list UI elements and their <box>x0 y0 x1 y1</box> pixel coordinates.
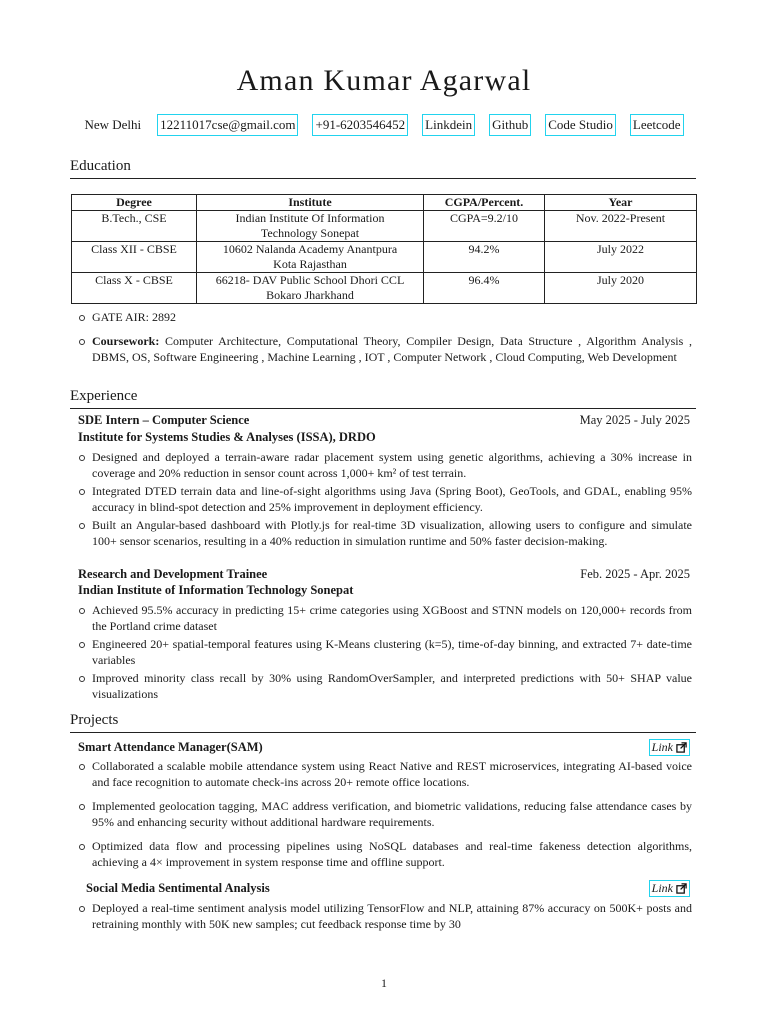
list-item: Deployed a real-time sentiment analysis model utilizing TensorFlow and NLP, attaining 87% accuracy on 500K+ posts and retraining monthly with 50K new samples; cut feedback response time by 30 <box>78 900 692 932</box>
year-cell: July 2022 <box>545 242 697 273</box>
linkedin-link[interactable]: Linkdein <box>422 114 475 136</box>
institute-line: 66218- DAV Public School Dhori CCL <box>215 273 405 287</box>
institute-line: Kota Rajasthan <box>273 257 347 271</box>
external-link-icon <box>676 883 687 894</box>
list-item: Built an Angular-based dashboard with Plotly.js for real-time 3D visualization, allowing users to configure and simulate 100+ sensor scenarios, resulting in a 40% reduction in simulation runtime and 50% faster decision-making. <box>78 517 692 549</box>
candidate-name: Aman Kumar Agarwal <box>236 64 532 97</box>
institute-line: Bokaro Jharkhand <box>266 288 354 302</box>
leetcode-link[interactable]: Leetcode <box>630 114 684 136</box>
experience-bullets <box>78 449 692 551</box>
coursework-label: Coursework: <box>92 334 160 348</box>
job-role: Research and Development Trainee <box>78 567 268 581</box>
location: New Delhi <box>84 117 142 132</box>
project-title: Smart Attendance Manager(SAM) <box>78 740 263 754</box>
institute-cell <box>197 242 424 273</box>
institute-line: 10602 Nalanda Academy Anantpura <box>222 242 398 256</box>
table-row <box>72 273 697 304</box>
institute-line: Indian Institute Of Information <box>235 211 385 225</box>
experience-heading: Experience <box>70 388 696 409</box>
degree-cell: B.Tech., CSE <box>72 211 197 242</box>
experience-bullets <box>78 602 692 704</box>
year-cell: July 2020 <box>545 273 697 304</box>
education-table <box>71 194 697 304</box>
external-link-icon <box>676 742 687 753</box>
project-link-label: Link <box>651 881 673 895</box>
institute-line: Technology Sonepat <box>260 226 360 240</box>
list-item: Integrated DTED terrain data and line-of-sight algorithms using Java (Spring Boot), GeoTools, and GDAL, enabling 95% accuracy in blind-spot detection and 25% improvement in deployment efficiency. <box>78 483 692 515</box>
list-item: Optimized data flow and processing pipelines using NoSQL databases and real-time fakeness detection algorithms, achieving a 4× improvement in system response time and offline support. <box>78 838 692 870</box>
list-item: Implemented geolocation tagging, MAC address verification, and biometric validations, reducing false attendance cases by 95% and enhancing security without additional hardware requirements. <box>78 798 692 830</box>
score-cell: 94.2% <box>424 242 545 273</box>
job-dates: Feb. 2025 - Apr. 2025 <box>580 567 690 581</box>
page-number: 1 <box>381 976 387 990</box>
list-item: Achieved 95.5% accuracy in predicting 15+ crime categories using XGBoost and STNN models on 120,000+ records from the Portland crime dataset <box>78 602 692 634</box>
job-role: SDE Intern – Computer Science <box>78 413 250 427</box>
projects-heading: Projects <box>70 712 696 733</box>
codestudio-link[interactable]: Code Studio <box>545 114 616 136</box>
degree-cell: Class X - CBSE <box>72 273 197 304</box>
list-item: Engineered 20+ spatial-temporal features using K-Means clustering (k=5), time-of-day binning, and extracted 7+ date-time variables <box>78 636 692 668</box>
email-link[interactable]: 12211017cse@gmail.com <box>157 114 298 136</box>
education-heading: Education <box>70 158 696 179</box>
degree-cell: Class XII - CBSE <box>72 242 197 273</box>
experience-entry-header <box>78 413 690 428</box>
project-title: Social Media Sentimental Analysis <box>86 881 270 895</box>
job-organization: Institute for Systems Studies & Analyses (ISSA), DRDO <box>78 430 376 444</box>
institute-cell <box>197 211 424 242</box>
table-row <box>72 211 697 242</box>
column-header: CGPA/Percent. <box>424 195 545 211</box>
list-item: Improved minority class recall by 30% using RandomOverSampler, and interpreted predictions with 50+ SHAP value visualizations <box>78 670 692 702</box>
column-header: Year <box>545 195 697 211</box>
education-notes <box>78 309 692 367</box>
list-item: Designed and deployed a terrain-aware radar placement system using genetic algorithms, achieving a 30% increase in coverage and 20% reduction in sensor count across 1,000+ km² of test terrain. <box>78 449 692 481</box>
project-bullets <box>78 900 692 934</box>
job-organization: Indian Institute of Information Technology Sonepat <box>78 583 354 597</box>
gate-rank: GATE AIR: 2892 <box>78 309 692 325</box>
table-header-row <box>72 195 697 211</box>
github-link[interactable]: Github <box>489 114 531 136</box>
score-cell: 96.4% <box>424 273 545 304</box>
table-row <box>72 242 697 273</box>
list-item: Collaborated a scalable mobile attendance system using React Native and REST microservices, integrating AI-based voice and face recognition to automate check-ins across 20+ remote office locations. <box>78 758 692 790</box>
column-header: Degree <box>72 195 197 211</box>
project-link[interactable] <box>649 880 690 897</box>
contact-bar <box>0 114 768 136</box>
project-bullets <box>78 758 692 878</box>
score-cell: CGPA=9.2/10 <box>424 211 545 242</box>
job-dates: May 2025 - July 2025 <box>579 413 690 427</box>
coursework-list: Computer Architecture, Computational Theory, Compiler Design, Data Structure , Algorithm Analysis , DBMS, OS, Software Engineering , Machine Learning , IOT , Computer Network , Cloud Computing, Web Development <box>92 334 692 364</box>
experience-entry-header <box>78 567 690 582</box>
project-header <box>86 880 690 897</box>
year-cell: Nov. 2022-Present <box>545 211 697 242</box>
coursework-item <box>78 333 692 365</box>
column-header: Institute <box>197 195 424 211</box>
project-header <box>78 739 690 756</box>
phone-link[interactable]: +91-6203546452 <box>312 114 408 136</box>
institute-cell <box>197 273 424 304</box>
project-link-label: Link <box>651 740 673 754</box>
project-link[interactable] <box>649 739 690 756</box>
